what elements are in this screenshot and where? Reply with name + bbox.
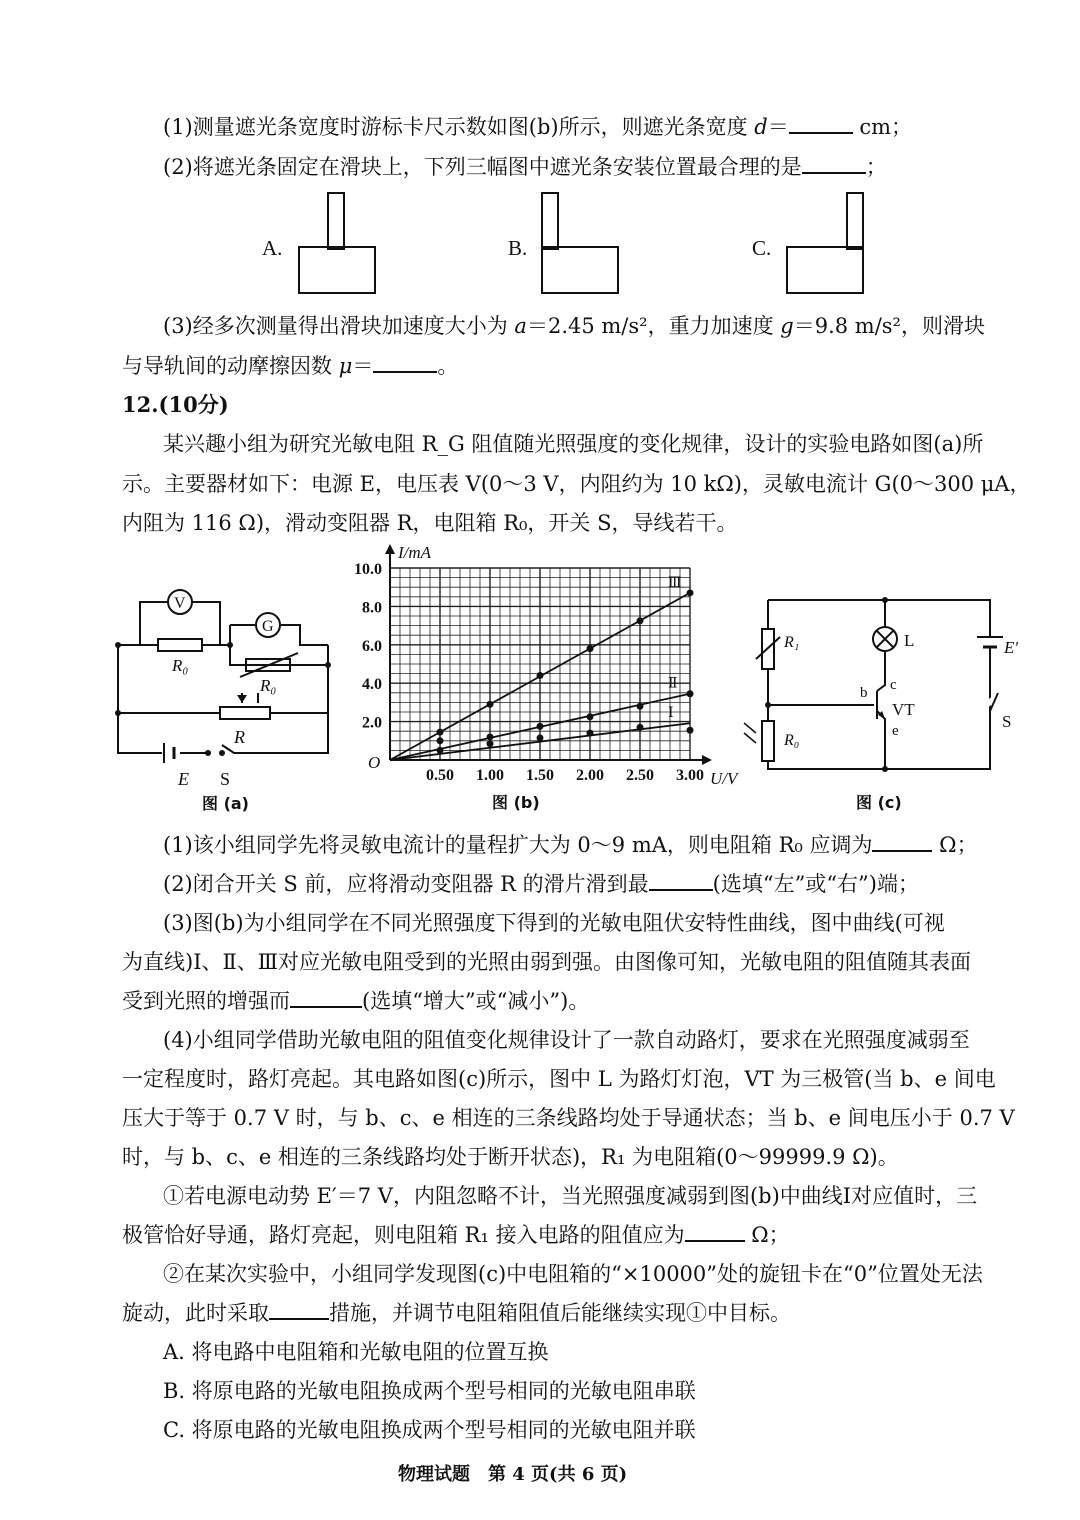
- fig-a-label-r0-left: R₀: [172, 656, 189, 675]
- fig-c-label-s: S: [1002, 712, 1012, 731]
- y-tick-label: 6.0: [362, 637, 382, 655]
- fig-c-label-r0: R₀: [784, 732, 800, 749]
- q11-part1: (1)测量遮光条宽度时游标卡尺示数如图(b)所示，则遮光条宽度 d＝ cm；: [163, 112, 912, 142]
- answer-blank[interactable]: [269, 1298, 329, 1320]
- x-tick-label: 1.50: [526, 767, 554, 784]
- fig-a-label-s: S: [220, 769, 231, 789]
- q12-sub1: (1)该小组同学先将灵敏电流计的量程扩大为 0～9 mA，则电阻箱 R₀ 应调为 Ω；: [163, 830, 978, 860]
- x-tick-label: 2.50: [626, 767, 654, 784]
- page-footer: 物理试题 第 4 页(共 6 页): [398, 1464, 628, 1485]
- answer-blank[interactable]: [802, 152, 866, 174]
- data-point: [587, 730, 594, 737]
- data-point: [487, 733, 494, 740]
- answer-blank[interactable]: [872, 830, 932, 852]
- q12-c2-line2: 旋动，此时采取 措施，并调节电阻箱阻值后能继续实现①中目标。: [122, 1298, 791, 1328]
- data-point: [687, 727, 694, 734]
- data-point: [637, 617, 644, 624]
- q11-part3-line1: (3)经多次测量得出滑块加速度大小为 a＝2.45 m/s²，重力加速度 g＝9.8 m/s²，则滑块: [163, 314, 985, 338]
- q12-c1-line2: 极管恰好导通，路灯亮起，则电阻箱 R₁ 接入电路的阻值应为 Ω；: [122, 1220, 790, 1250]
- chart-grid: [390, 568, 690, 760]
- origin-label: O: [368, 753, 381, 772]
- mounting-options-figure: [0, 185, 1080, 305]
- fig-c-label-vt: VT: [892, 700, 915, 719]
- q12-option-c[interactable]: C. 将原电路的光敏电阻换成两个型号相同的光敏电阻并联: [163, 1418, 696, 1442]
- x-tick-label: 1.00: [476, 767, 504, 784]
- series-label: Ⅲ: [668, 575, 682, 591]
- fig-c-label-e-prime: E′: [1004, 638, 1019, 657]
- chart-series: [390, 576, 694, 760]
- data-point: [637, 724, 644, 731]
- q12-c2-line1: ②在某次实验中，小组同学发现图(c)中电阻箱的“×10000”处的旋钮卡在“0”位置处无法: [163, 1262, 983, 1286]
- q11-part2: (2)将遮光条固定在滑块上，下列三幅图中遮光条安装位置最合理的是 ；: [163, 152, 887, 182]
- q12-sub3-line2: 为直线)Ⅰ、Ⅱ、Ⅲ对应光敏电阻受到的光照由弱到强。由图像可知，光敏电阻的阻值随其表面: [122, 950, 972, 974]
- option-b: [508, 193, 618, 293]
- fig-c-label-b: b: [860, 685, 868, 701]
- fig-c-label-c: c: [890, 677, 897, 693]
- q12-sub4-line2: 一定程度时，路灯亮起。其电路如图(c)所示，图中 L 为路灯灯泡，VT 为三极管(当 b、e 间电: [122, 1067, 996, 1091]
- data-point: [487, 740, 494, 747]
- q12-header: 12.(10分): [122, 392, 229, 417]
- q12-sub4-line1: (4)小组同学借助光敏电阻的阻值变化规律设计了一款自动路灯，要求在光照强度减弱至: [163, 1028, 970, 1052]
- data-point: [537, 672, 544, 679]
- data-point: [537, 723, 544, 730]
- y-tick-label: 2.0: [362, 714, 382, 732]
- data-point: [487, 701, 494, 708]
- figure-a-circuit: [100, 575, 340, 815]
- q12-sub4-line4: 时，与 b、c、e 相连的三条线路均处于断开状态)，R₁ 为电阻箱(0～99999.9 Ω)。: [122, 1145, 899, 1169]
- q12-sub4-line3: 压大于等于 0.7 V 时，与 b、c、e 相连的三条线路均处于导通状态；当 b、e 间电压小于 0.7 V: [122, 1106, 1015, 1130]
- y-axis-label: I/mA: [398, 543, 432, 562]
- option-c-label: C.: [752, 236, 772, 260]
- q12-c1-line1: ①若电源电动势 E′＝7 V，内阻忽略不计，当光照强度减弱到图(b)中曲线Ⅰ对应值时，三: [163, 1184, 978, 1208]
- data-point: [437, 737, 444, 744]
- y-tick-label: 4.0: [362, 676, 382, 694]
- fig-c-label-e: e: [892, 723, 899, 739]
- x-tick-label: 3.00: [676, 767, 704, 784]
- data-point: [587, 713, 594, 720]
- y-axis-arrow: [385, 544, 395, 554]
- data-point: [687, 690, 694, 697]
- x-axis-label: U/V: [710, 769, 738, 788]
- fig-c-label-l: L: [904, 631, 915, 650]
- x-tick-label: 2.00: [576, 767, 604, 784]
- q12-intro-2: 示。主要器材如下：电源 E，电压表 V(0～3 V，内阻约为 10 kΩ)，灵敏电流计 G(0～300 μA，: [122, 472, 1031, 496]
- fig-a-label-v: V: [174, 595, 186, 612]
- option-b-label: B.: [508, 236, 528, 260]
- q12-option-a[interactable]: A. 将电路中电阻箱和光敏电阻的位置互换: [163, 1340, 549, 1364]
- figure-a-caption: 图 (a): [202, 794, 249, 813]
- answer-blank[interactable]: [649, 869, 713, 891]
- fig-a-label-r0-right: R₀: [260, 676, 277, 695]
- fig-a-label-r: R: [234, 727, 245, 747]
- x-tick-label: 0.50: [426, 767, 454, 784]
- y-tick-label: 10.0: [354, 561, 382, 578]
- chart-axes: [368, 543, 740, 788]
- y-tick-label: 8.0: [362, 599, 382, 617]
- data-point: [537, 734, 544, 741]
- series-label: Ⅰ: [668, 706, 674, 722]
- figure-c-circuit: [740, 585, 1030, 825]
- answer-blank[interactable]: [685, 1220, 745, 1242]
- option-c: [752, 193, 863, 293]
- series-label: Ⅱ: [668, 676, 678, 692]
- figure-b-chart: [340, 540, 738, 815]
- figure-c-caption: 图 (c): [856, 793, 902, 812]
- fig-c-label-r1: R₁: [784, 634, 800, 651]
- answer-blank[interactable]: [290, 986, 362, 1008]
- option-a-label: A.: [262, 236, 283, 260]
- fig-a-label-g: G: [262, 618, 274, 635]
- q12-sub3-line3: 受到光照的增强而 (选填“增大”或“减小”)。: [122, 986, 589, 1016]
- data-point: [587, 645, 594, 652]
- q12-sub3-line1: (3)图(b)为小组同学在不同光照强度下得到的光敏电阻伏安特性曲线，图中曲线(可视: [163, 911, 945, 935]
- q12-sub2: (2)闭合开关 S 前，应将滑动变阻器 R 的滑片滑到最 (选填“左”或“右”)端；: [163, 869, 919, 899]
- data-point: [687, 589, 694, 596]
- answer-blank[interactable]: [789, 112, 853, 134]
- figure-b-caption: 图 (b): [492, 793, 540, 812]
- q12-intro-3: 内阻为 116 Ω)，滑动变阻器 R，电阻箱 R₀，开关 S，导线若干。: [122, 511, 738, 535]
- q12-option-b[interactable]: B. 将原电路的光敏电阻换成两个型号相同的光敏电阻串联: [163, 1379, 696, 1403]
- option-a: [262, 193, 375, 293]
- q11-part3-line2: 与导轨间的动摩擦因数 μ＝ 。: [122, 351, 458, 381]
- fig-a-label-e: E: [178, 769, 189, 789]
- data-point: [637, 703, 644, 710]
- x-axis-arrow: [702, 755, 712, 765]
- data-point: [437, 729, 444, 736]
- q12-intro-1: 某兴趣小组为研究光敏电阻 R_G 阻值随光照强度的变化规律，设计的实验电路如图(a)所: [163, 432, 984, 456]
- answer-blank[interactable]: [373, 351, 437, 373]
